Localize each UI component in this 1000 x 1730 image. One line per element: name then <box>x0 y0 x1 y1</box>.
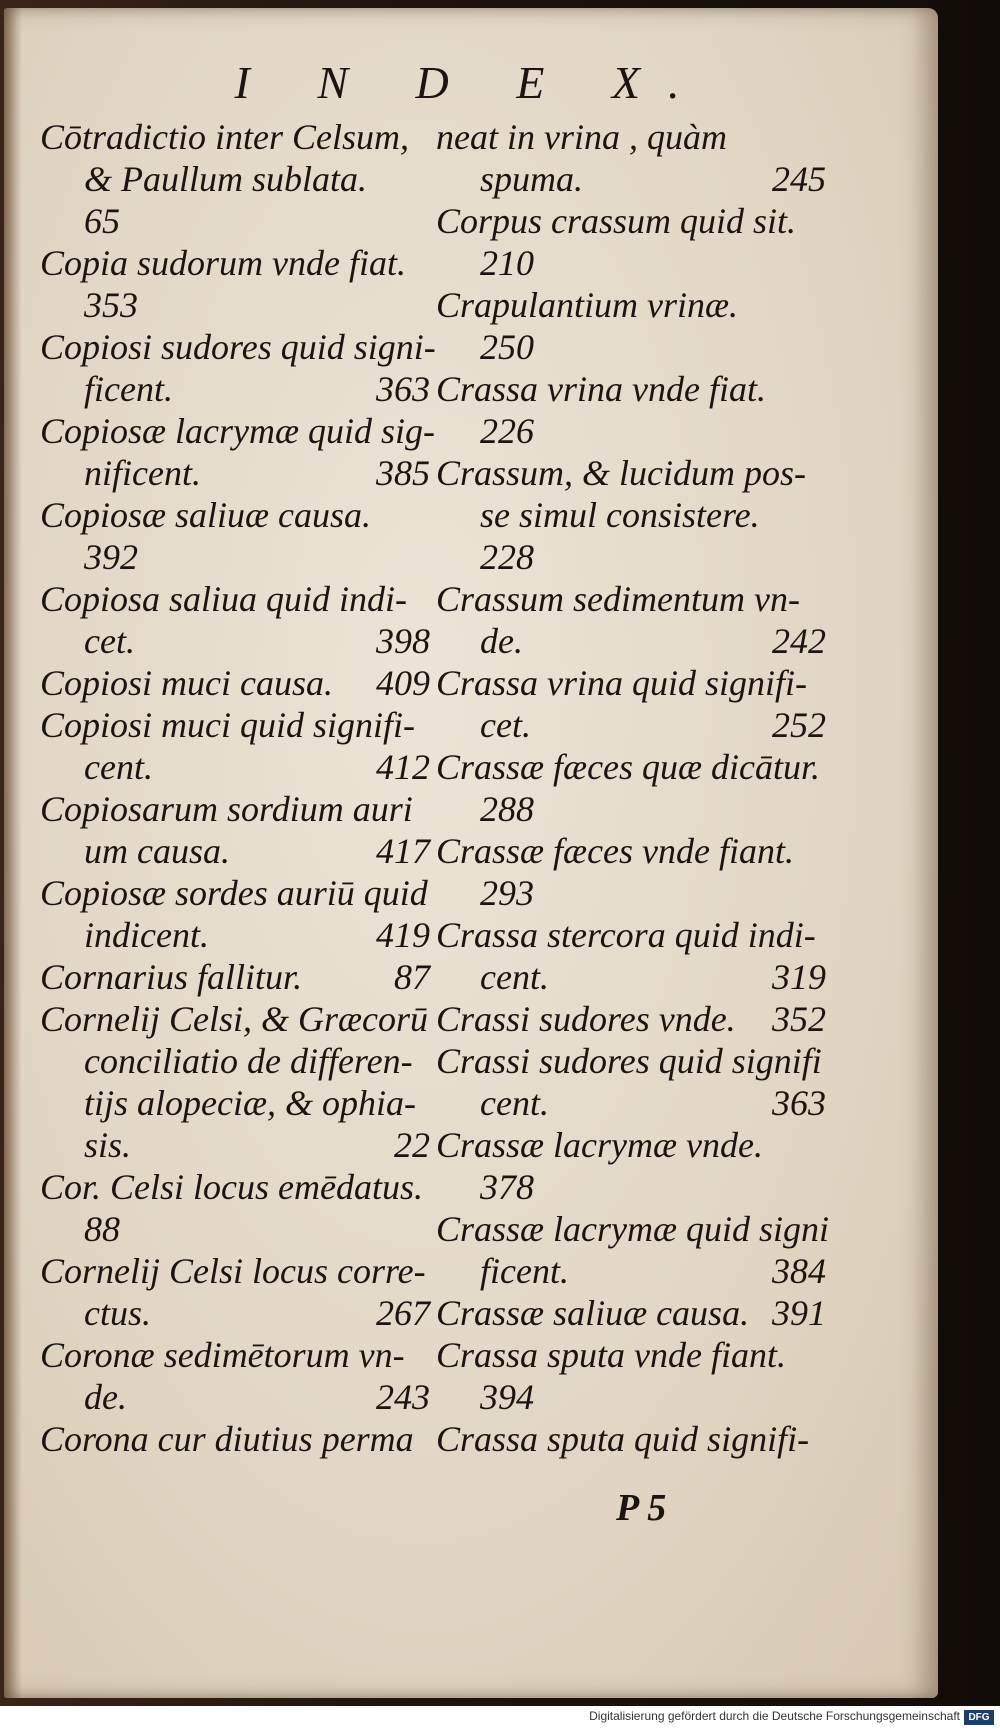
index-entry-text: Crassæ lacrymæ quid signi ficent. <box>436 1209 839 1291</box>
page-gutter-shadow <box>4 8 22 1698</box>
signature-mark: P 5 <box>616 1487 667 1529</box>
index-entry-text: Crassi sudores vnde. <box>436 999 736 1039</box>
index-entry-text: Cornelij Celsi, & Græcorū conciliatio de differen- tijs alopeciæ, & ophia- sis. <box>40 999 438 1165</box>
index-entry-page-number: 419 <box>376 915 430 955</box>
index-entry-text: neat in vrina , quàm spuma. <box>436 117 736 199</box>
index-entry-text: Cornarius fallitur. <box>40 957 303 997</box>
index-entry-page-number: 392 <box>84 537 138 577</box>
index-entry-page-number: 409 <box>376 663 430 703</box>
index-entry <box>436 914 836 998</box>
footer-credit: Digitalisierung gefördert durch die Deutsche Forschungsgemeinschaft <box>589 1709 960 1723</box>
index-entry-text: Crassa sputa vnde fiant. <box>436 1335 787 1375</box>
index-entry-page-number: 378 <box>480 1167 534 1207</box>
index-entry <box>436 200 836 284</box>
index-entry-page-number: 398 <box>376 621 430 661</box>
index-entry-page-number: 87 <box>394 957 430 997</box>
index-entry <box>436 746 836 830</box>
index-entry <box>436 116 836 200</box>
index-entry <box>436 662 836 746</box>
index-entry <box>436 368 836 452</box>
index-entry-text: Crassum sedimentum vn- de. <box>436 579 809 661</box>
index-entry <box>40 578 440 662</box>
index-entry <box>436 452 836 578</box>
index-entry <box>436 578 836 662</box>
index-entry <box>40 704 440 788</box>
book-page <box>4 8 938 1698</box>
index-entry-text: Crassa vrina vnde fiat. <box>436 369 766 409</box>
index-entry-text: Copia sudorum vnde fiat. <box>40 243 406 283</box>
index-column-left <box>40 116 445 1460</box>
index-entry <box>40 956 440 998</box>
index-entry-page-number: 384 <box>772 1251 826 1291</box>
index-entry-page-number: 385 <box>376 453 430 493</box>
index-entry-text: Copiosi muci causa. <box>40 663 333 703</box>
index-entry-text: Copiosæ lacrymæ quid sig- nificent. <box>40 411 445 493</box>
index-entry-page-number: 352 <box>772 999 826 1039</box>
index-column-right <box>436 116 839 1460</box>
index-entry <box>436 1292 836 1334</box>
dfg-logo: DFG <box>964 1710 994 1725</box>
index-entry-text: Copiosa saliua quid indi- cet. <box>40 579 417 661</box>
index-entry-text: Coronæ sedimētorum vn- de. <box>40 1335 414 1417</box>
index-entry-page-number: 250 <box>480 327 534 367</box>
index-entry-text: Corpus crassum quid sit. <box>436 201 797 241</box>
index-entry-page-number: 22 <box>394 1125 430 1165</box>
index-entry-text: Crassæ saliuæ causa. <box>436 1293 750 1333</box>
index-entry <box>40 662 440 704</box>
index-entry <box>436 1208 839 1292</box>
index-entry-page-number: 363 <box>772 1083 826 1123</box>
index-entry <box>40 494 440 578</box>
index-entry-text: Copiosi sudores quid signi- ficent. <box>40 327 445 409</box>
page-header: I N D E X. <box>234 57 708 108</box>
index-entry-text: Crassum, & lucidum pos- se simul consistere. <box>436 453 816 535</box>
index-entry <box>436 830 836 914</box>
index-entry-text: Crassa sputa quid signifi- <box>436 1419 810 1459</box>
index-entry-text: Cor. Celsi locus emēdatus. <box>40 1167 423 1207</box>
index-entry <box>40 116 440 242</box>
index-entry <box>40 872 440 956</box>
index-entry-page-number: 65 <box>84 201 120 241</box>
index-entry-text: Copiosi muci quid signifi- cent. <box>40 705 425 787</box>
digitization-footer <box>0 1706 1000 1730</box>
index-entry-page-number: 243 <box>376 1377 430 1417</box>
index-entry-page-number: 88 <box>84 1209 120 1249</box>
index-entry-text: Crassæ lacrymæ vnde. <box>436 1125 763 1165</box>
index-entry-page-number: 228 <box>480 537 534 577</box>
index-entry-text: Crassi sudores quid signifi cent. <box>436 1041 831 1123</box>
index-entry-page-number: 353 <box>84 285 138 325</box>
index-entry-text: Crassa stercora quid indi- cent. <box>436 915 825 997</box>
index-entry-text: Cornelij Celsi locus corre- ctus. <box>40 1251 435 1333</box>
index-entry <box>40 1334 440 1418</box>
index-entry-page-number: 394 <box>480 1377 534 1417</box>
index-entry <box>436 284 836 368</box>
index-entry-page-number: 412 <box>376 747 430 787</box>
index-entry-text: Copiosæ saliuæ causa. <box>40 495 372 535</box>
index-entry-page-number: 363 <box>376 369 430 409</box>
index-entry-text: Copiosarum sordium auri um causa. <box>40 789 422 871</box>
index-entry-text: Cōtradictio inter Celsum, & Paullum sublata. <box>40 117 418 199</box>
index-entry-text: Copiosæ sordes auriū quid indicent. <box>40 873 437 955</box>
index-entry-page-number: 391 <box>772 1293 826 1333</box>
index-entry <box>436 998 836 1040</box>
index-entry-text: Crassa vrina quid signifi- cet. <box>436 663 817 745</box>
index-entry <box>40 326 445 410</box>
index-entry-page-number: 267 <box>376 1293 430 1333</box>
index-entry <box>436 1040 836 1124</box>
index-entry-page-number: 226 <box>480 411 534 451</box>
index-entry-page-number: 252 <box>772 705 826 745</box>
index-entry-page-number: 210 <box>480 243 534 283</box>
index-entry <box>40 788 440 872</box>
index-entry-page-number: 288 <box>480 789 534 829</box>
index-entry <box>436 1124 836 1208</box>
index-entry <box>40 998 440 1166</box>
index-entry <box>40 1418 440 1460</box>
index-entry-text: Crassæ fæces vnde fiant. <box>436 831 794 871</box>
index-entry <box>436 1418 836 1460</box>
index-entry-text: Corona cur diutius perma <box>40 1419 414 1459</box>
index-entry-text: Crassæ fæces quæ dicātur. <box>436 747 821 787</box>
index-entry-page-number: 293 <box>480 873 534 913</box>
index-entry <box>40 1250 440 1334</box>
index-entry <box>436 1334 836 1418</box>
index-entry <box>40 242 440 326</box>
index-entry <box>40 1166 440 1250</box>
index-entry <box>40 410 445 494</box>
index-entry-page-number: 245 <box>772 159 826 199</box>
index-entry-page-number: 417 <box>376 831 430 871</box>
index-entry-page-number: 242 <box>772 621 826 661</box>
index-entry-text: Crapulantium vrinæ. <box>436 285 739 325</box>
index-entry-page-number: 319 <box>772 957 826 997</box>
